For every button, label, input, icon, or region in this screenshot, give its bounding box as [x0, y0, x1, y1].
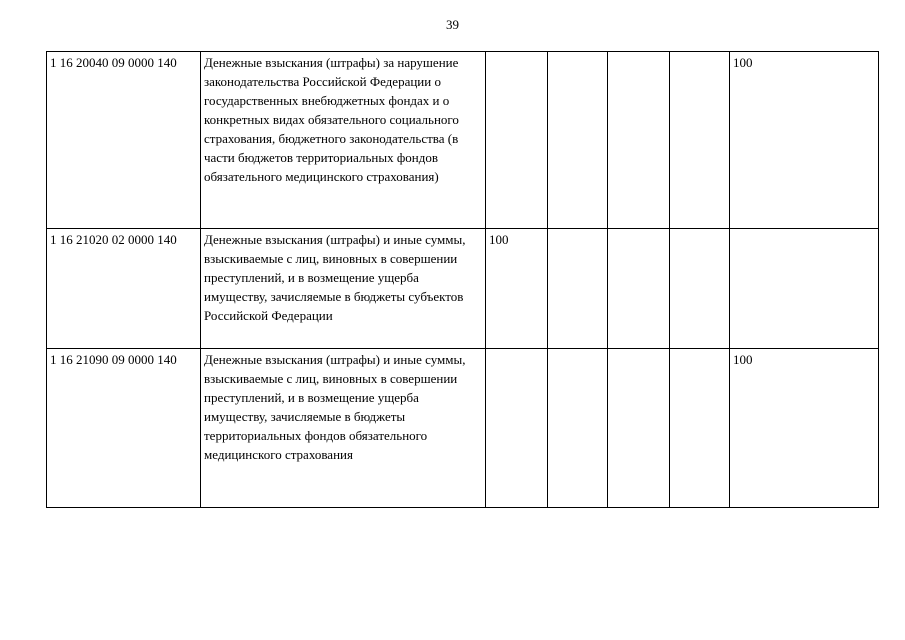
revenue-code: 1 16 21090 09 0000 140: [47, 348, 201, 507]
value-cell: [608, 229, 670, 348]
revenue-name: Денежные взыскания (штрафы) и иные суммы, взыскиваемые с лиц, виновных в совершении преступлений, и в возмещение ущерба имуществу, зачисляемые в бюджеты территориальных фондов обязательного медицинского страхования: [201, 348, 486, 507]
table-row: [47, 229, 879, 348]
value-cell: 100: [486, 229, 548, 348]
revenue-code: 1 16 21020 02 0000 140: [47, 229, 201, 348]
value-cell: [730, 229, 879, 348]
value-cell: [608, 52, 670, 229]
value-cell: [670, 348, 730, 507]
revenue-name: Денежные взыскания (штрафы) за нарушение законодательства Российской Федерации о государственных внебюджетных фондах и о конкретных видах обязательного социального страхования, бюджетного законодательства (в части бюджетов территориальных фондов обязательного медицинского страхования): [201, 52, 486, 229]
value-cell: [670, 52, 730, 229]
value-cell: 100: [730, 348, 879, 507]
value-cell: [486, 52, 548, 229]
page-number: 39: [446, 17, 459, 32]
value-cell: [548, 229, 608, 348]
value-cell: [670, 229, 730, 348]
value-cell: [548, 348, 608, 507]
table-row: [47, 52, 879, 229]
revenue-code: 1 16 20040 09 0000 140: [47, 52, 201, 229]
revenue-name: Денежные взыскания (штрафы) и иные суммы, взыскиваемые с лиц, виновных в совершении преступлений, и в возмещение ущерба имуществу, зачисляемые в бюджеты субъектов Российской Федерации: [201, 229, 486, 348]
value-cell: [486, 348, 548, 507]
revenue-distribution-table: [46, 51, 879, 508]
value-cell: [608, 348, 670, 507]
value-cell: 100: [730, 52, 879, 229]
value-cell: [548, 52, 608, 229]
table-row: [47, 348, 879, 507]
